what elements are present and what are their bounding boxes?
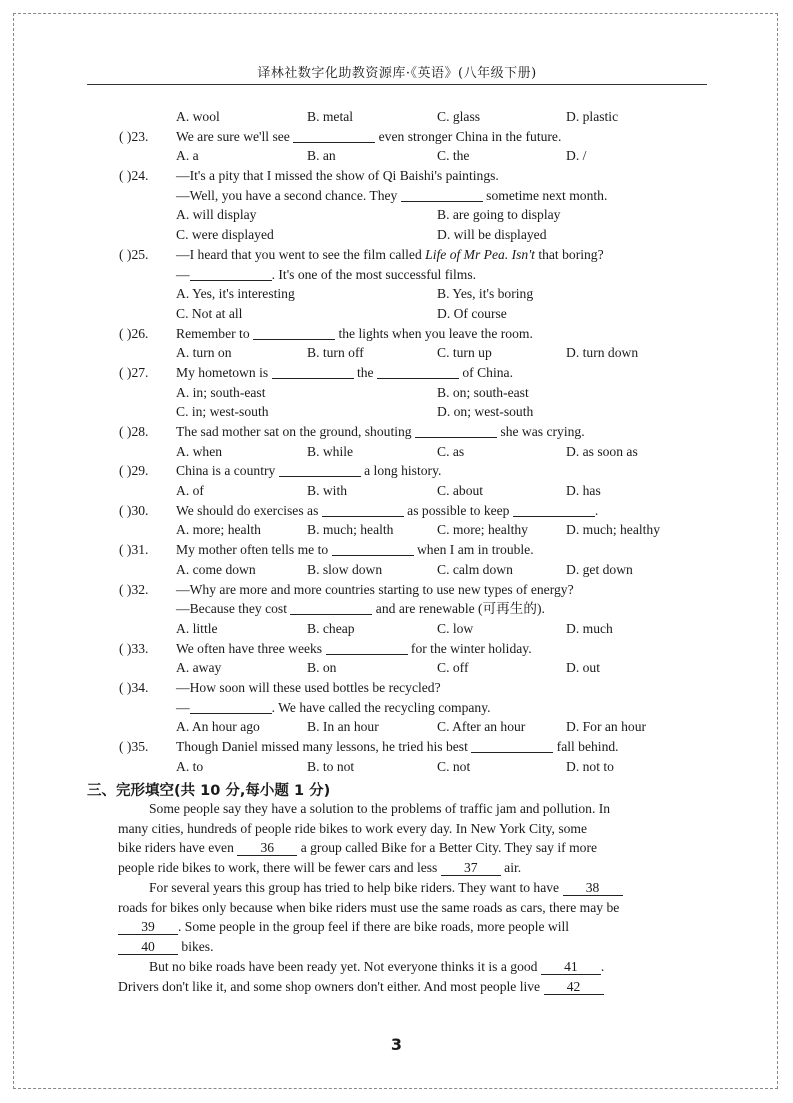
option-b: B. much; health [307,522,394,538]
q27-stem [0,363,793,383]
option-b: B. metal [307,109,354,124]
q24-stem-line2: —Well, you have a second chance. They sometime next month. [176,187,608,203]
option-c: C. Not at all [176,305,243,321]
passage-line: people ride bikes to work, there will be fewer cars and less 37 air. [118,860,522,875]
cloze-blank-40: 40 [118,939,178,955]
q30-stem [0,501,793,521]
passage-line: Some people say they have a solution to the problems of traffic jam and pollution. In [149,801,611,816]
answer-blank [279,462,361,477]
passage-line: Drivers don't like it, and some shop owners don't either. And most people live 42 [118,979,604,995]
option-a: A. little [176,620,218,636]
question-list [0,107,793,776]
q23-stem [0,127,793,147]
q32-stem [0,580,793,600]
question-text: —I heard that you went to see the film called Life of Mr Pea. Isn't that boring? [176,246,604,262]
page-number: 3 [390,1035,403,1054]
option-c: C. about [437,483,484,499]
question-text: We should do exercises as as possible to keep . [176,502,599,518]
cloze-blank-36: 36 [237,840,297,856]
cloze-blank-38: 38 [563,880,623,896]
q28-stem [0,422,793,442]
cloze-blank-39: 39 [118,919,178,935]
q26-options [0,343,793,363]
option-a: A. when [176,443,223,459]
question-text: China is a country a long history. [176,463,442,479]
option-c: C. low [437,620,474,636]
cloze-blank-37: 37 [441,860,501,876]
option-a: A. wool [176,109,220,124]
option-d: D. get down [566,561,633,577]
question-number: ( )27. [119,364,149,380]
question-number: ( )32. [119,581,149,597]
option-b: B. with [307,483,348,499]
answer-blank [471,738,553,753]
q31-options [0,560,793,580]
answer-blank [513,502,595,517]
q25-stem-line2: — . It's one of the most successful films. [176,266,477,282]
option-d: D. / [566,148,587,164]
film-title: Life of Mr Pea. Isn't [425,246,535,262]
option-b: B. cheap [307,620,355,636]
answer-blank [401,187,483,202]
option-c: C. After an hour [437,719,526,735]
question-text: The sad mother sat on the ground, shouting she was crying. [176,424,585,439]
q34-stem-line2: — . We have called the recycling company. [176,699,491,715]
passage-line: 40 bikes. [118,939,214,955]
q31-stem [0,540,793,560]
cloze-blank-41: 41 [541,959,601,975]
answer-blank [190,699,272,714]
q24-stem [0,166,793,186]
option-c: C. off [437,660,469,676]
answer-blank [322,502,404,517]
answer-blank [190,266,272,281]
q27-options-row2 [0,402,793,422]
question-number: ( )31. [119,542,149,558]
option-c: C. glass [437,109,481,124]
option-b: B. Yes, it's boring [437,286,534,302]
option-a: A. to [176,758,204,774]
q29-stem [0,461,793,481]
option-b: B. an [307,148,336,164]
q25-stem [0,245,793,265]
option-d: D. out [566,660,600,676]
option-d: D. For an hour [566,719,647,735]
answer-blank [253,325,335,340]
option-d: D. as soon as [566,443,638,459]
q30-options [0,520,793,540]
question-text: Remember to the lights when you leave the room. [176,325,533,341]
section-heading: 三、完形填空(共 10 分,每小题 1 分) [87,783,331,799]
option-b: B. are going to display [437,207,561,223]
option-b: B. to not [307,758,355,774]
option-a: A. a [176,148,199,164]
answer-blank [415,423,497,438]
question-number: ( )28. [119,424,149,439]
q25-options-row2 [0,304,793,324]
question-text: —How soon will these used bottles be recycled? [176,679,441,695]
question-number: ( )34. [119,679,149,695]
question-number: ( )23. [119,128,149,144]
question-text: We are sure we'll see even stronger China in the future. [176,128,562,144]
option-a: A. turn on [176,345,232,361]
option-a: A. will display [176,207,257,223]
option-a: A. away [176,660,222,676]
option-c: C. the [437,148,470,164]
option-b: B. while [307,443,354,459]
answer-blank [332,541,414,556]
passage-line: bike riders have even 36 a group called Bike for a Better City. They say if more [118,840,598,855]
option-d: D. not to [566,758,614,774]
answer-blank [326,640,408,655]
cloze-blank-42: 42 [544,979,604,995]
q33-options [0,658,793,678]
option-d: D. has [566,483,601,499]
question-number: ( )26. [119,325,149,341]
option-c: C. as [437,443,465,459]
option-a: A. come down [176,561,256,577]
q23-options [0,146,793,166]
option-d: D. Of course [437,305,507,321]
question-number: ( )35. [119,739,149,754]
option-b: B. In an hour [307,719,379,735]
q34-stem [0,678,793,698]
option-b: B. on [307,660,337,676]
question-text: My hometown is the of China. [176,364,513,380]
question-number: ( )29. [119,463,149,479]
option-c: C. not [437,758,471,774]
option-c: C. in; west-south [176,404,269,420]
passage-line: roads for bikes only because when bike riders must use the same roads as cars, there may be [118,900,620,915]
option-d: D. much; healthy [566,522,661,538]
option-d: D. plastic [566,109,619,124]
option-c: C. more; healthy [437,522,528,538]
option-d: D. much [566,620,613,636]
option-a: A. more; health [176,522,261,538]
answer-blank [272,364,354,379]
q26-stem [0,324,793,344]
answer-blank [377,364,459,379]
option-a: A. An hour ago [176,719,260,735]
q28-options [0,442,793,462]
q34-options [0,717,793,737]
option-d: D. will be displayed [437,227,547,243]
option-d: D. turn down [566,345,639,361]
page-header: 译林社数字化助教资源库·《英语》(八年级下册) [257,66,537,81]
option-d: D. on; west-south [437,404,534,420]
question-text: My mother often tells me to when I am in trouble. [176,542,534,558]
option-a: A. Yes, it's interesting [176,286,295,302]
q24-options-row2 [0,225,793,245]
option-b: B. on; south-east [437,384,529,400]
q35-stem [0,737,793,757]
option-c: C. calm down [437,561,513,577]
q22-options [0,107,793,127]
q35-options [0,757,793,777]
question-number: ( )25. [119,246,149,262]
q32-options [0,619,793,639]
q29-options [0,481,793,501]
option-b: B. turn off [307,345,364,361]
option-c: C. were displayed [176,227,274,243]
option-c: C. turn up [437,345,492,361]
passage-line: many cities, hundreds of people ride bikes to work every day. In New York City, some [118,821,588,836]
question-text: We often have three weeks for the winter holiday. [176,640,532,656]
answer-blank [293,128,375,143]
question-number: ( )33. [119,640,149,656]
option-b: B. slow down [307,561,383,577]
passage-line: 39 . Some people in the group feel if there are bike roads, more people will [118,919,569,935]
question-number: ( )24. [119,168,149,184]
question-text: —Why are more and more countries starting to use new types of energy? [176,581,574,597]
option-a: A. of [176,483,204,499]
q25-options-row1 [0,284,793,304]
header-rule [87,84,707,85]
question-text: —It's a pity that I missed the show of Qi Baishi's paintings. [176,168,499,184]
q27-options-row1 [0,383,793,403]
q24-options-row1 [0,205,793,225]
answer-blank [290,600,372,615]
question-number: ( )30. [119,502,149,518]
question-text: Though Daniel missed many lessons, he tried his best fall behind. [176,739,619,754]
q32-stem-line2: —Because they cost and are renewable (可再生的). [176,601,545,617]
option-a: A. in; south-east [176,384,266,400]
passage-line: But no bike roads have been ready yet. Not everyone thinks it is a good 41 . [149,959,605,974]
q33-stem [0,639,793,659]
passage-line: For several years this group has tried to help bike riders. They want to have 38 [149,880,623,896]
